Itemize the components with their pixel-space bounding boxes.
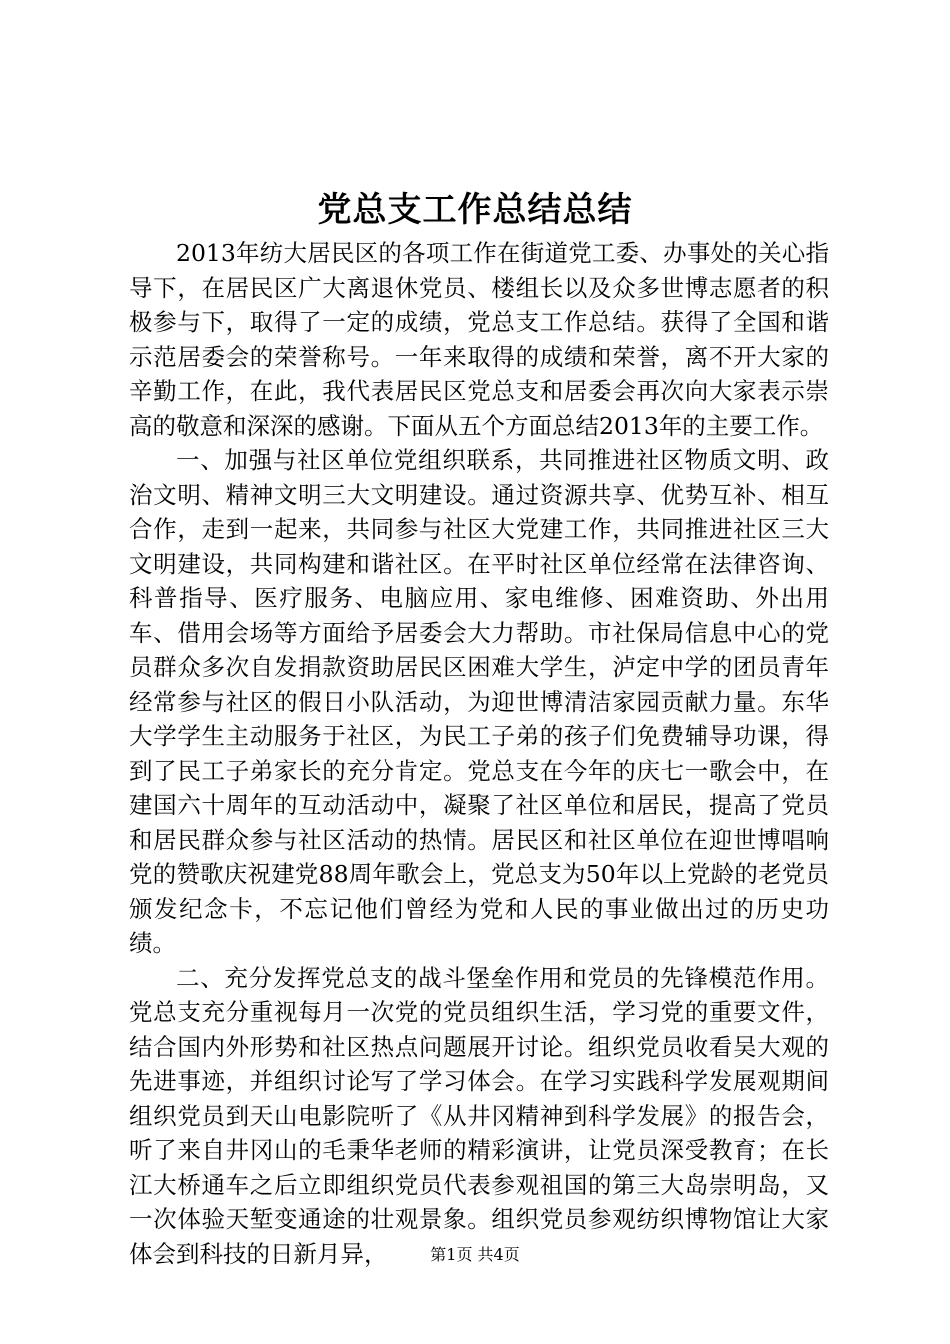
paragraph-intro: 2013年纺大居民区的各项工作在街道党工委、办事处的关心指导下，在居民区广大离退休党员、楼组长以及众多世博志愿者的积极参与下，取得了一定的成绩，党总支工作总结。获得了全国和谐示范居委会的荣誉称号。一年来取得的成绩和荣誉，离不开大家的辛勤工作，在此，我代表居民区党总支和居委会再次向大家表示崇高的敬意和深深的感谢。下面从五个方面总结2013年的主要工作。	[129, 239, 829, 440]
document-body	[129, 236, 829, 1271]
paragraph-section-one: 一、加强与社区单位党组织联系，共同推进社区物质文明、政治文明、精神文明三大文明建设。通过资源共享、优势互补、相互合作，走到一起来，共同参与社区大党建工作，共同推进社区三大文明建设，共同构建和谐社区。在平时社区单位经常在法律咨询、科普指导、医疗服务、电脑应用、家电维修、困难资助、外出用车、借用会场等方面给予居委会大力帮助。市社保局信息中心的党员群众多次自发捐款资助居民区困难大学生，泸定中学的团员青年经常参与社区的假日小队活动，为迎世博清洁家园贡献力量。东华大学学生主动服务于社区，为民工子弟的孩子们免费辅导功课，得到了民工子弟家长的充分肯定。党总支在今年的庆七一歌会中，在建国六十周年的互动活动中，凝聚了社区单位和居民，提高了党员和居民群众参与社区活动的热情。居民区和社区单位在迎世博唱响党的赞歌庆祝建党88周年歌会上，党总支为50年以上党龄的老党员颁发纪念卡，不忘记他们曾经为党和人民的事业做出过的历史功绩。	[129, 446, 829, 957]
paragraph-section-two: 二、充分发挥党总支的战斗堡垒作用和党员的先锋模范作用。党总支充分重视每月一次党的党员组织生活，学习党的重要文件，结合国内外形势和社区热点问题展开讨论。组织党员收看吴大观的先进事迹，并组织讨论写了学习体会。在学习实践科学发展观期间组织党员到天山电影院听了《从井冈精神到科学发展》的报告会，听了来自井冈山的毛秉华老师的精彩演讲，让党员深受教育；在长江大桥通车之后立即组织党员代表参观祖国的第三大岛崇明岛，又一次体验天堑变通途的壮观景象。组织党员参观纺织博物馆让大家体会到科技的日新月异，	[129, 963, 829, 1268]
page-number-footer: 第1页 共4页	[430, 1245, 520, 1264]
document-title: 党总支工作总结总结	[317, 190, 633, 230]
